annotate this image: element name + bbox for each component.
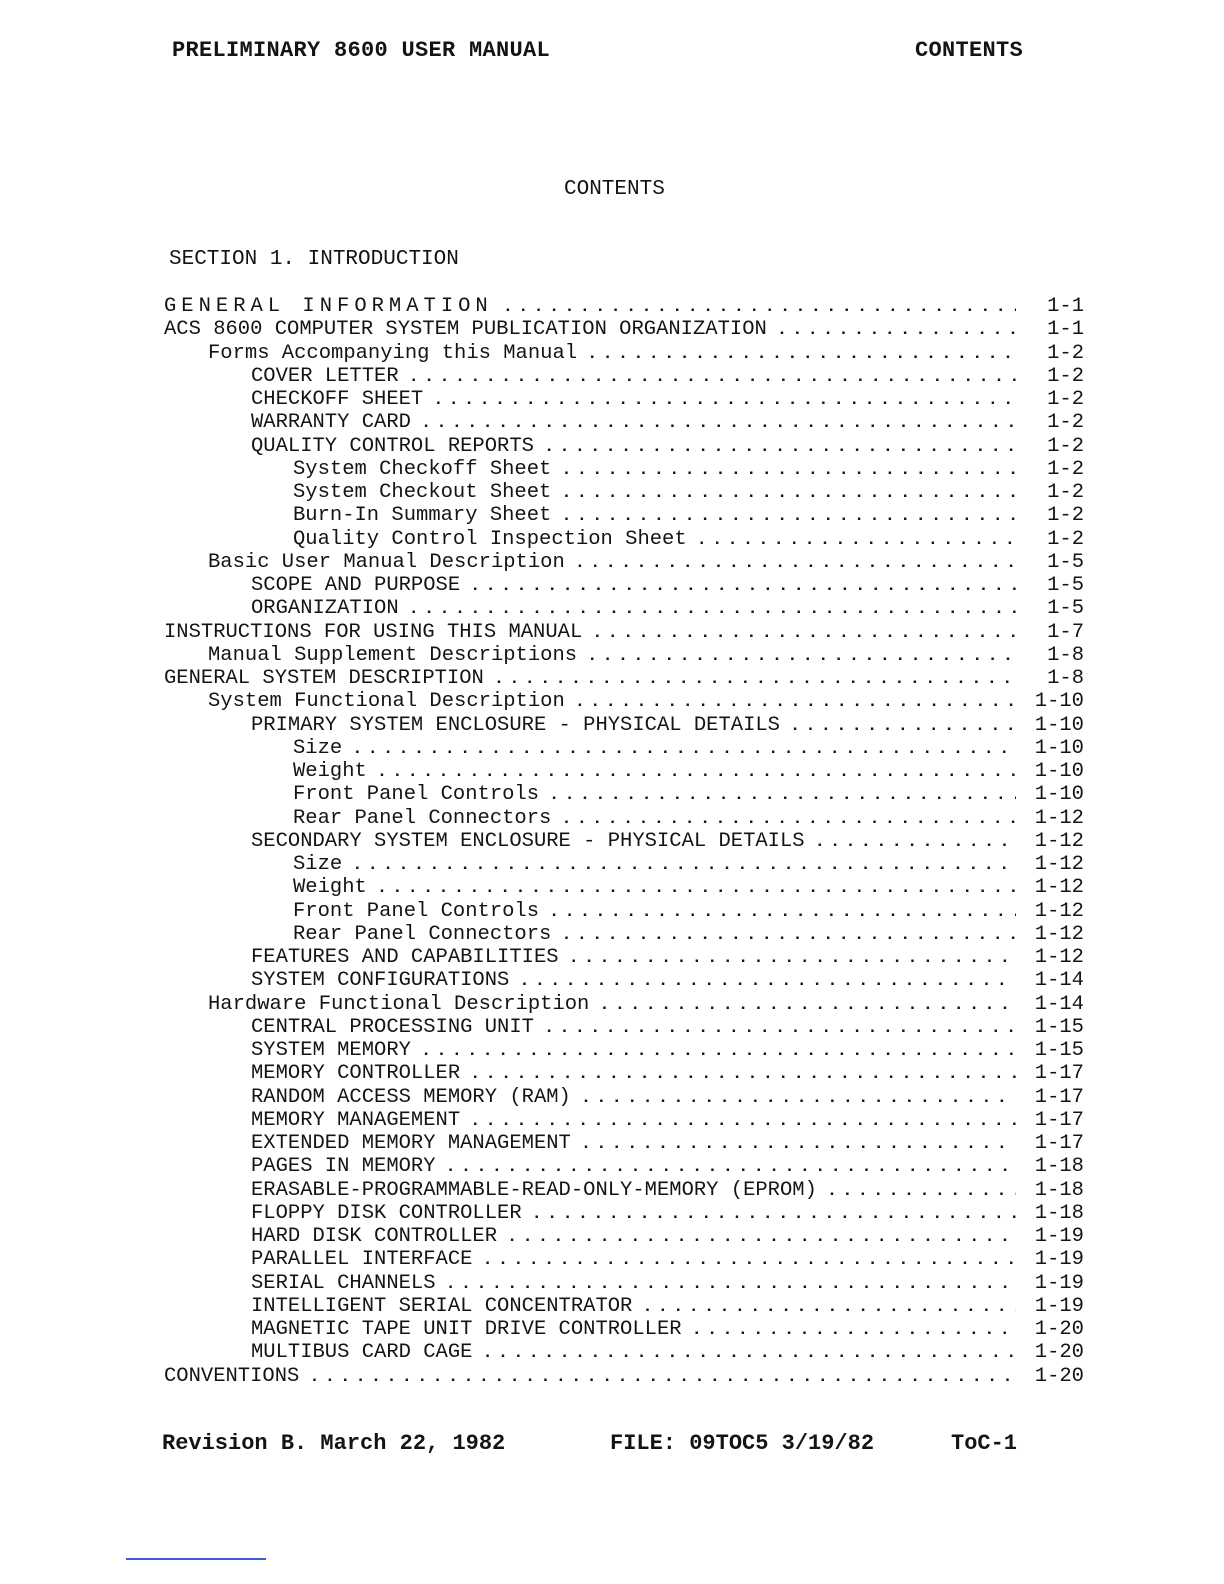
toc-entry-page: 1-2 (1047, 388, 1084, 411)
footer-page-number: ToC-1 (951, 1431, 1018, 1456)
footer-revision: Revision B. March 22, 1982 (162, 1431, 506, 1456)
toc-entry-page: 1-15 (1034, 1015, 1084, 1039)
toc-entry-title: MEMORY CONTROLLER (251, 1062, 461, 1086)
toc-entry (164, 923, 1084, 946)
toc-entry-page: 1-12 (1034, 829, 1084, 853)
toc-entry-title: ACS 8600 COMPUTER SYSTEM PUBLICATION ORGANIZATION (164, 318, 767, 342)
toc-entry (164, 318, 1084, 341)
toc-entry (164, 1155, 1084, 1178)
toc-entry-title: Rear Panel Connectors (293, 922, 552, 946)
toc-entry (164, 760, 1084, 783)
toc-entry (164, 1365, 1084, 1388)
toc-entry (164, 1039, 1084, 1062)
toc-dot-leader (470, 575, 1016, 598)
toc-entry (164, 504, 1084, 527)
toc-entry-page: 1-1 (1047, 318, 1084, 342)
toc-entry-title: HARD DISK CONTROLLER (251, 1225, 498, 1248)
toc-dot-leader (581, 1133, 1016, 1156)
toc-dot-leader (642, 1296, 1016, 1319)
toc-entry-title: ORGANIZATION (251, 597, 399, 621)
toc-dot-leader (309, 1366, 1016, 1389)
toc-entry-page: 1-2 (1047, 341, 1084, 365)
toc-entry-title: RANDOM ACCESS MEMORY (RAM) (251, 1085, 571, 1109)
toc-entry-page: 1-10 (1034, 736, 1084, 760)
footer-file: FILE: 09TOC5 3/19/82 (610, 1431, 875, 1456)
toc-dot-leader (561, 808, 1016, 831)
toc-entry-title: EXTENDED MEMORY MANAGEMENT (251, 1132, 571, 1155)
toc-entry-page: 1-10 (1034, 690, 1084, 714)
toc-entry-page: 1-15 (1034, 1039, 1084, 1062)
toc-entry-page: 1-5 (1047, 574, 1084, 597)
toc-entry (164, 388, 1084, 411)
toc-entry-title: FEATURES AND CAPABILITIES (251, 946, 559, 969)
toc-entry (164, 1318, 1084, 1341)
toc-dot-leader (815, 831, 1016, 854)
toc-entry (164, 1062, 1084, 1085)
toc-entry-title: Forms Accompanying this Manual (208, 341, 578, 365)
toc-entry-title: SCOPE AND PURPOSE (251, 574, 461, 597)
toc-dot-leader (581, 1087, 1016, 1110)
toc-dot-leader (433, 389, 1016, 412)
toc-entry-page: 1-10 (1034, 783, 1084, 807)
toc-entry (164, 1341, 1084, 1364)
toc-entry-page: 1-5 (1047, 550, 1084, 574)
toc-dot-leader (575, 691, 1016, 714)
toc-entry (164, 1202, 1084, 1225)
toc-entry (164, 1109, 1084, 1132)
toc-entry-title: System Checkoff Sheet (293, 457, 552, 481)
toc-entry (164, 1179, 1084, 1202)
toc-entry-page: 1-2 (1047, 527, 1084, 551)
toc-entry-title: Basic User Manual Description (208, 550, 565, 574)
toc-entry (164, 528, 1084, 551)
toc-dot-leader (549, 901, 1016, 924)
toc-entry-title: System Checkout Sheet (293, 481, 552, 504)
section-heading: SECTION 1. INTRODUCTION (169, 248, 459, 271)
toc-entry-page: 1-17 (1034, 1132, 1084, 1155)
toc-dot-leader (575, 552, 1016, 575)
toc-dot-leader (561, 924, 1016, 947)
toc-dot-leader (777, 319, 1016, 342)
toc-entry-title: Quality Control Inspection Sheet (293, 527, 687, 551)
toc-entry-page: 1-2 (1047, 457, 1084, 481)
toc-dot-leader (587, 645, 1016, 668)
toc-entry-title: Rear Panel Connectors (293, 806, 552, 830)
toc-entry-page: 1-19 (1034, 1294, 1084, 1318)
toc-entry-title: Size (293, 736, 343, 760)
toc-entry-title: PRIMARY SYSTEM ENCLOSURE - PHYSICAL DETAILS (251, 713, 780, 737)
toc-dot-leader (561, 505, 1016, 528)
toc-dot-leader (519, 970, 1016, 993)
toc-dot-leader (544, 1017, 1016, 1040)
toc-entry-page: 1-2 (1047, 434, 1084, 458)
page-title: CONTENTS (564, 178, 665, 201)
toc-entry (164, 690, 1084, 713)
toc-entry-page: 1-12 (1034, 876, 1084, 900)
toc-entry-title: Weight (293, 760, 367, 783)
toc-dot-leader (544, 436, 1016, 459)
toc-entry-page: 1-14 (1034, 969, 1084, 993)
toc-entry (164, 900, 1084, 923)
table-of-contents (164, 295, 1084, 1388)
toc-dot-leader (470, 1110, 1016, 1133)
toc-entry-title: INTELLIGENT SERIAL CONCENTRATOR (251, 1294, 633, 1318)
toc-entry (164, 1248, 1084, 1271)
toc-entry (164, 342, 1084, 365)
toc-entry-title: Weight (293, 876, 367, 900)
toc-entry-title: Size (293, 853, 343, 876)
toc-dot-leader (377, 761, 1016, 784)
toc-dot-leader (494, 668, 1016, 691)
toc-entry-title: System Functional Description (208, 690, 565, 714)
toc-dot-leader (409, 598, 1016, 621)
toc-entry-page: 1-8 (1047, 643, 1084, 667)
toc-entry-page: 1-20 (1034, 1318, 1084, 1341)
toc-entry (164, 411, 1084, 434)
toc-entry-title: SECONDARY SYSTEM ENCLOSURE - PHYSICAL DETAILS (251, 829, 805, 853)
toc-entry (164, 667, 1084, 690)
toc-entry-title: SERIAL CHANNELS (251, 1271, 436, 1295)
toc-entry-title: PAGES IN MEMORY (251, 1155, 436, 1179)
toc-entry (164, 1272, 1084, 1295)
toc-dot-leader (421, 1040, 1016, 1063)
toc-entry-title: CONVENTIONS (164, 1364, 300, 1388)
toc-entry-title: WARRANTY CARD (251, 411, 411, 435)
toc-entry-title: GENERAL INFORMATION (164, 295, 493, 318)
toc-entry (164, 458, 1084, 481)
toc-entry-page: 1-2 (1047, 504, 1084, 528)
toc-entry-title: MAGNETIC TAPE UNIT DRIVE CONTROLLER (251, 1318, 682, 1341)
toc-entry-page: 1-8 (1047, 667, 1084, 690)
toc-entry-page: 1-17 (1034, 1085, 1084, 1109)
toc-entry-page: 1-2 (1047, 481, 1084, 504)
toc-dot-leader (507, 1226, 1016, 1249)
toc-entry-page: 1-14 (1034, 992, 1084, 1016)
toc-entry (164, 1295, 1084, 1318)
toc-entry-page: 1-12 (1034, 806, 1084, 830)
toc-entry-title: CHECKOFF SHEET (251, 388, 424, 411)
toc-entry-page: 1-20 (1034, 1341, 1084, 1365)
toc-entry (164, 737, 1084, 760)
toc-entry-title: SYSTEM CONFIGURATIONS (251, 969, 510, 993)
toc-dot-leader (592, 622, 1016, 645)
toc-entry-page: 1-2 (1047, 411, 1084, 435)
toc-entry (164, 1132, 1084, 1155)
toc-entry-title: Hardware Functional Description (208, 992, 590, 1016)
toc-entry (164, 644, 1084, 667)
toc-entry-page: 1-12 (1034, 946, 1084, 969)
scan-artifact-line (126, 1558, 266, 1560)
toc-entry-page: 1-12 (1034, 899, 1084, 923)
toc-dot-leader (561, 482, 1016, 505)
toc-dot-leader (446, 1273, 1016, 1296)
toc-entry-title: GENERAL SYSTEM DESCRIPTION (164, 667, 484, 690)
toc-dot-leader (482, 1249, 1016, 1272)
toc-entry-page: 1-18 (1034, 1178, 1084, 1202)
toc-dot-leader (827, 1180, 1016, 1203)
toc-entry-title: CENTRAL PROCESSING UNIT (251, 1015, 534, 1039)
toc-entry-title: COVER LETTER (251, 364, 399, 388)
toc-entry (164, 876, 1084, 899)
toc-entry (164, 295, 1084, 318)
toc-entry (164, 830, 1084, 853)
toc-entry (164, 1225, 1084, 1248)
toc-dot-leader (587, 343, 1016, 366)
toc-entry-page: 1-10 (1034, 760, 1084, 783)
toc-entry-page: 1-7 (1047, 620, 1084, 644)
toc-entry-title: Front Panel Controls (293, 899, 540, 923)
toc-dot-leader (482, 1342, 1016, 1365)
toc-entry (164, 946, 1084, 969)
toc-entry (164, 714, 1084, 737)
toc-entry-title: QUALITY CONTROL REPORTS (251, 434, 534, 458)
toc-entry (164, 807, 1084, 830)
toc-entry-title: ERASABLE-PROGRAMMABLE-READ-ONLY-MEMORY (EPROM) (251, 1178, 817, 1202)
toc-entry-page: 1-20 (1034, 1364, 1084, 1388)
toc-dot-leader (470, 1063, 1016, 1086)
toc-entry-page: 1-5 (1047, 597, 1084, 621)
toc-entry (164, 621, 1084, 644)
toc-entry-page: 1-12 (1034, 853, 1084, 876)
toc-entry-page: 1-18 (1034, 1201, 1084, 1225)
running-header-title: PRELIMINARY 8600 USER MANUAL (172, 38, 551, 63)
toc-entry (164, 993, 1084, 1016)
toc-entry-title: MULTIBUS CARD CAGE (251, 1341, 473, 1365)
toc-entry-title: Front Panel Controls (293, 783, 540, 807)
toc-dot-leader (421, 412, 1016, 435)
toc-entry-page: 1-19 (1034, 1248, 1084, 1272)
toc-entry (164, 969, 1084, 992)
toc-dot-leader (352, 738, 1016, 761)
toc-entry-title: FLOPPY DISK CONTROLLER (251, 1201, 522, 1225)
toc-entry (164, 597, 1084, 620)
running-header-section: CONTENTS (915, 38, 1024, 63)
toc-entry-title: Manual Supplement Descriptions (208, 643, 578, 667)
toc-entry-title: SYSTEM MEMORY (251, 1039, 411, 1062)
toc-entry-page: 1-17 (1034, 1062, 1084, 1086)
toc-entry-title: PARALLEL INTERFACE (251, 1248, 473, 1272)
toc-dot-leader (697, 529, 1016, 552)
toc-entry-title: INSTRUCTIONS FOR USING THIS MANUAL (164, 620, 583, 644)
toc-entry-page: 1-10 (1034, 713, 1084, 737)
toc-dot-leader (352, 854, 1016, 877)
toc-dot-leader (549, 784, 1016, 807)
toc-entry (164, 1016, 1084, 1039)
toc-dot-leader (692, 1319, 1016, 1342)
toc-dot-leader (569, 947, 1016, 970)
toc-dot-leader (790, 715, 1016, 738)
toc-entry-page: 1-12 (1034, 922, 1084, 946)
toc-dot-leader (599, 994, 1016, 1017)
toc-entry-page: 1-1 (1047, 295, 1084, 318)
toc-entry-title: MEMORY MANAGEMENT (251, 1108, 461, 1132)
toc-entry-page: 1-18 (1034, 1155, 1084, 1179)
toc-entry-page: 1-2 (1047, 364, 1084, 388)
toc-dot-leader (503, 296, 1016, 319)
toc-entry-page: 1-17 (1034, 1108, 1084, 1132)
toc-entry (164, 1086, 1084, 1109)
toc-dot-leader (561, 459, 1016, 482)
toc-dot-leader (409, 366, 1016, 389)
toc-entry (164, 853, 1084, 876)
toc-entry (164, 551, 1084, 574)
toc-entry-page: 1-19 (1034, 1225, 1084, 1248)
toc-entry (164, 481, 1084, 504)
toc-dot-leader (377, 877, 1016, 900)
toc-entry-title: Burn-In Summary Sheet (293, 504, 552, 528)
toc-entry (164, 783, 1084, 806)
toc-entry (164, 365, 1084, 388)
toc-entry (164, 574, 1084, 597)
toc-dot-leader (446, 1156, 1016, 1179)
toc-entry-page: 1-19 (1034, 1271, 1084, 1295)
toc-entry (164, 435, 1084, 458)
toc-dot-leader (532, 1203, 1016, 1226)
